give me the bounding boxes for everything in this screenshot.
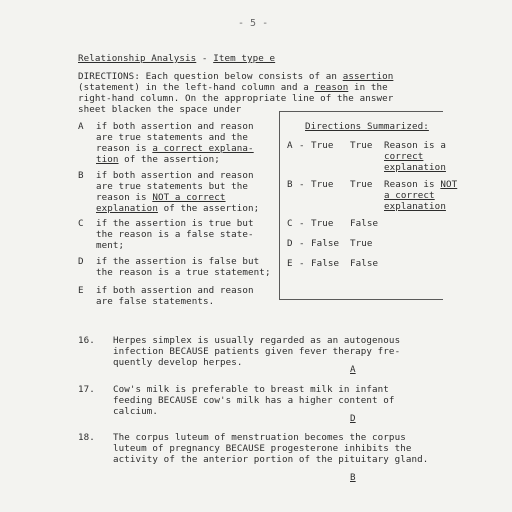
heading-item-type: Item type e xyxy=(213,53,276,64)
summary-a-ex-2: correct xyxy=(384,151,424,162)
option-c-text xyxy=(96,218,254,251)
option-a-emphasis-2: tion xyxy=(96,154,119,165)
summary-c-reason: False xyxy=(350,218,379,229)
option-b-line-3-text: reason is xyxy=(96,192,153,203)
summary-d-letter: D xyxy=(287,238,293,249)
option-e-line-2: are false statements. xyxy=(96,296,215,307)
summary-a-dash: - xyxy=(299,140,305,151)
summary-b-not: NOT xyxy=(440,179,458,190)
summary-d-reason: True xyxy=(350,238,373,249)
directions-line-1 xyxy=(78,71,438,82)
question-line: Herpes simplex is usually regarded as an autogenous xyxy=(113,335,401,346)
option-a-line-4 xyxy=(96,154,254,165)
summary-a-assertion: True xyxy=(311,140,334,151)
summary-c-letter: C xyxy=(287,218,293,229)
option-d-line-2: the reason is a true statement; xyxy=(96,267,271,278)
question-number: 17. xyxy=(78,384,95,395)
question-line: The corpus luteum of menstruation becomes the corpus xyxy=(113,432,406,443)
question-number: 18. xyxy=(78,432,95,443)
summary-a-explanation xyxy=(384,140,446,173)
summary-b-explanation xyxy=(384,179,457,212)
summary-b-assertion: True xyxy=(311,179,334,190)
option-a-line-2: are true statements and the xyxy=(96,132,249,143)
summary-c-assertion: True xyxy=(311,218,334,229)
summary-e-dash: - xyxy=(299,258,305,269)
summary-a-letter: A xyxy=(287,140,293,151)
option-d-line-1: if the assertion is false but xyxy=(96,256,260,267)
summary-title: Directions Summarized: xyxy=(305,121,429,132)
option-b-line-1: if both assertion and reason xyxy=(96,170,254,181)
option-a-line-3 xyxy=(96,143,254,154)
question-line: Cow's milk is preferable to breast milk in infant xyxy=(113,384,389,395)
question-number: 16. xyxy=(78,335,95,346)
summary-b-letter: B xyxy=(287,179,293,190)
option-b-emphasis-2: explanation xyxy=(96,203,158,214)
option-a-line-3-text: reason is xyxy=(96,143,153,154)
option-b-line-2: are true statements but the xyxy=(96,181,249,192)
option-b-text xyxy=(96,170,259,214)
question-line: infection BECAUSE patients given fever therapy fre- xyxy=(113,346,401,357)
directions-line-2-text: (statement) in the left-hand column and a xyxy=(78,82,315,93)
option-b-emphasis: NOT a correct xyxy=(152,192,226,203)
question-line: activity of the anterior portion of the pituitary gland. xyxy=(113,454,429,465)
summary-d-assertion: False xyxy=(311,238,340,249)
question-line: quently develop herpes. xyxy=(113,357,243,368)
option-e-text xyxy=(96,285,254,307)
option-c-letter: C xyxy=(78,218,84,229)
assertion-word: assertion xyxy=(342,71,394,82)
option-b-line-4-text: of the assertion; xyxy=(157,203,260,214)
summary-b-reason: True xyxy=(350,179,373,190)
heading-dash: - xyxy=(201,53,208,64)
directions-line-4: sheet blacken the space under xyxy=(78,104,242,115)
question-text xyxy=(113,432,428,465)
summary-b-ex-1-text: Reason is xyxy=(384,179,441,190)
summary-d-dash: - xyxy=(299,238,305,249)
summary-a-ex-1: Reason is a xyxy=(384,140,446,151)
question-line: calcium. xyxy=(113,406,159,417)
section-heading xyxy=(78,53,275,64)
option-a-line-1: if both assertion and reason xyxy=(96,121,254,132)
option-e-letter: E xyxy=(78,285,84,296)
option-b-line-3 xyxy=(96,192,259,203)
option-d-letter: D xyxy=(78,256,84,267)
question-line: luteum of pregnancy BECAUSE progesterone inhibits the xyxy=(113,443,412,454)
answer-17: D xyxy=(350,413,356,424)
option-a-emphasis: a correct explana- xyxy=(152,143,254,154)
directions-line-3: right-hand column. On the appropriate line of the answer xyxy=(78,93,394,104)
option-a-text xyxy=(96,121,254,165)
option-d-text xyxy=(96,256,271,278)
answer-16: A xyxy=(350,364,356,375)
summary-b-ex-2: a correct xyxy=(384,190,435,201)
option-c-line-2: the reason is a false state- xyxy=(96,229,254,240)
option-a-letter: A xyxy=(78,121,84,132)
question-line: feeding BECAUSE cow's milk has a higher content of xyxy=(113,395,395,406)
heading-label: Relationship Analysis xyxy=(78,53,197,64)
summary-b-ex-3: explanation xyxy=(384,201,446,212)
option-a-line-4-text: of the assertion; xyxy=(118,154,220,165)
question-text xyxy=(113,335,400,368)
option-c-line-3: ment; xyxy=(96,240,125,251)
summary-c-dash: - xyxy=(299,218,305,229)
option-e-line-1: if both assertion and reason xyxy=(96,285,254,296)
directions-paragraph xyxy=(78,71,438,115)
answer-18: B xyxy=(350,472,356,483)
reason-word: reason xyxy=(314,82,349,93)
summary-e-assertion: False xyxy=(311,258,340,269)
directions-line-2-end: in the xyxy=(348,82,388,93)
summary-b-dash: - xyxy=(299,179,305,190)
summary-e-letter: E xyxy=(287,258,293,269)
summary-b-ex-1 xyxy=(384,179,457,190)
summary-e-reason: False xyxy=(350,258,379,269)
summary-a-reason: True xyxy=(350,140,373,151)
option-b-letter: B xyxy=(78,170,84,181)
option-b-line-4 xyxy=(96,203,259,214)
page-number: - 5 - xyxy=(238,18,269,29)
directions-line-2 xyxy=(78,82,438,93)
directions-line-1-text: DIRECTIONS: Each question below consists of an xyxy=(78,71,343,82)
summary-a-ex-3: explanation xyxy=(384,162,446,173)
option-c-line-1: if the assertion is true but xyxy=(96,218,254,229)
